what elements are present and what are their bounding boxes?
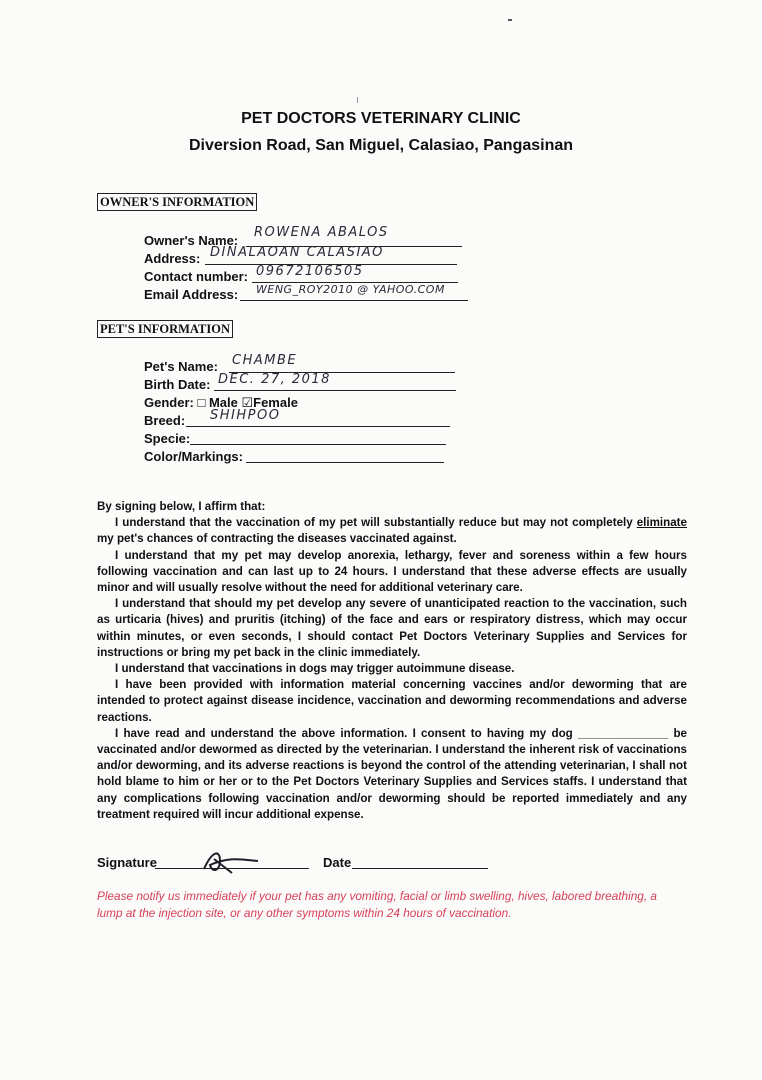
email-line (240, 300, 468, 301)
email-value[interactable]: WENG_ROY2010 @ YAHOO.COM (256, 283, 445, 296)
date-line[interactable] (352, 868, 488, 869)
consent-paragraph-6: I have read and understand the above information. I consent to having my dog ______________ be vaccinated and/or dewormed as directed by the veterinarian. I understand the inherent risk of vaccinations and/or deworming, and its adverse reactions is beyond the control of the attending veterinarian, I shall not hold blame to him or her or to the Pet Doctors Veterinary Supplies and Services staffs. I understand that any complications following vaccination and/or deworming should be reported immediately and any treatment required will incur additional expense. (97, 726, 687, 821)
clinic-address: Diversion Road, San Miguel, Calasiao, Pangasinan (188, 137, 574, 154)
owner-name-label: Owner's Name: (144, 233, 239, 248)
breed-line (186, 426, 450, 427)
birth-date-line (214, 390, 456, 391)
owner-address-value[interactable]: DINALAOAN CALASIAO (210, 245, 384, 260)
color-markings-line[interactable] (246, 462, 444, 463)
scan-speck (357, 97, 358, 103)
color-markings-label: Color/Markings: (144, 449, 243, 464)
pet-section-title: PET'S INFORMATION (97, 320, 233, 338)
breed-label: Breed: (144, 413, 186, 428)
signature-label: Signature (97, 855, 157, 870)
email-label: Email Address: (144, 287, 239, 302)
signature-scribble (198, 847, 268, 877)
breed-value[interactable]: SHIHPOO (210, 408, 281, 423)
consent-paragraph-1: I understand that the vaccination of my pet will substantially reduce but may not completely eliminate my pet's chances of contracting the diseases vaccinated against. (97, 516, 687, 546)
female-checkbox[interactable]: ☑ (241, 395, 254, 410)
clinic-name: PET DOCTORS VETERINARY CLINIC (241, 110, 521, 127)
date-label: Date (323, 855, 352, 870)
consent-paragraph-5: I have been provided with information material concerning vaccines and/or deworming that are intended to protect against disease incidence, vaccination and deworming recommendations and adverse reactions. (97, 678, 687, 724)
owner-name-value[interactable]: ROWENA ABALOS (254, 225, 389, 240)
post-vaccination-notice: Please notify us immediately if your pet has any vomiting, facial or limb swelling, hives, labored breathing, a lump at the injection site, or any other symptoms within 24 hours of vaccination. (97, 889, 657, 920)
specie-label: Specie: (144, 431, 191, 446)
consent-intro: By signing below, I affirm that: (97, 500, 266, 513)
birth-date-value[interactable]: DEC. 27, 2018 (218, 372, 331, 387)
female-label: Female (253, 395, 298, 410)
male-checkbox[interactable]: □ (197, 395, 206, 410)
contact-number-label: Contact number: (144, 269, 248, 284)
owner-address-label: Address: (144, 251, 201, 266)
consent-statement (97, 499, 687, 823)
pet-name-label: Pet's Name: (144, 359, 218, 374)
specie-line[interactable] (190, 444, 446, 445)
gender-label: Gender: (144, 395, 194, 410)
pet-name-value[interactable]: CHAMBE (232, 353, 298, 368)
male-label: Male (208, 395, 238, 410)
scan-speck (508, 19, 512, 21)
consent-paragraph-3: I understand that should my pet develop any severe of unanticipated reaction to the vaccination, such as urticaria (hives) and pruritis (itching) of the face and ears or respiratory distress, which may occur within minutes, or even seconds, I should contact Pet Doctors Veterinary Supplies and Services for instructions or bring my pet back in the clinic immediately. (97, 597, 687, 659)
consent-paragraph-2: I understand that my pet may develop anorexia, lethargy, fever and soreness within a few hours following vaccination and can last up to 24 hours. I understand that these adverse effects are usually minor and will usually resolve without the need for additional veterinary care. (97, 548, 687, 595)
contact-number-value[interactable]: 09672106505 (256, 264, 364, 279)
birth-date-label: Birth Date: (144, 377, 211, 392)
consent-paragraph-4: I understand that vaccinations in dogs may trigger autoimmune disease. (115, 662, 515, 676)
owner-section-title: OWNER'S INFORMATION (97, 193, 257, 211)
